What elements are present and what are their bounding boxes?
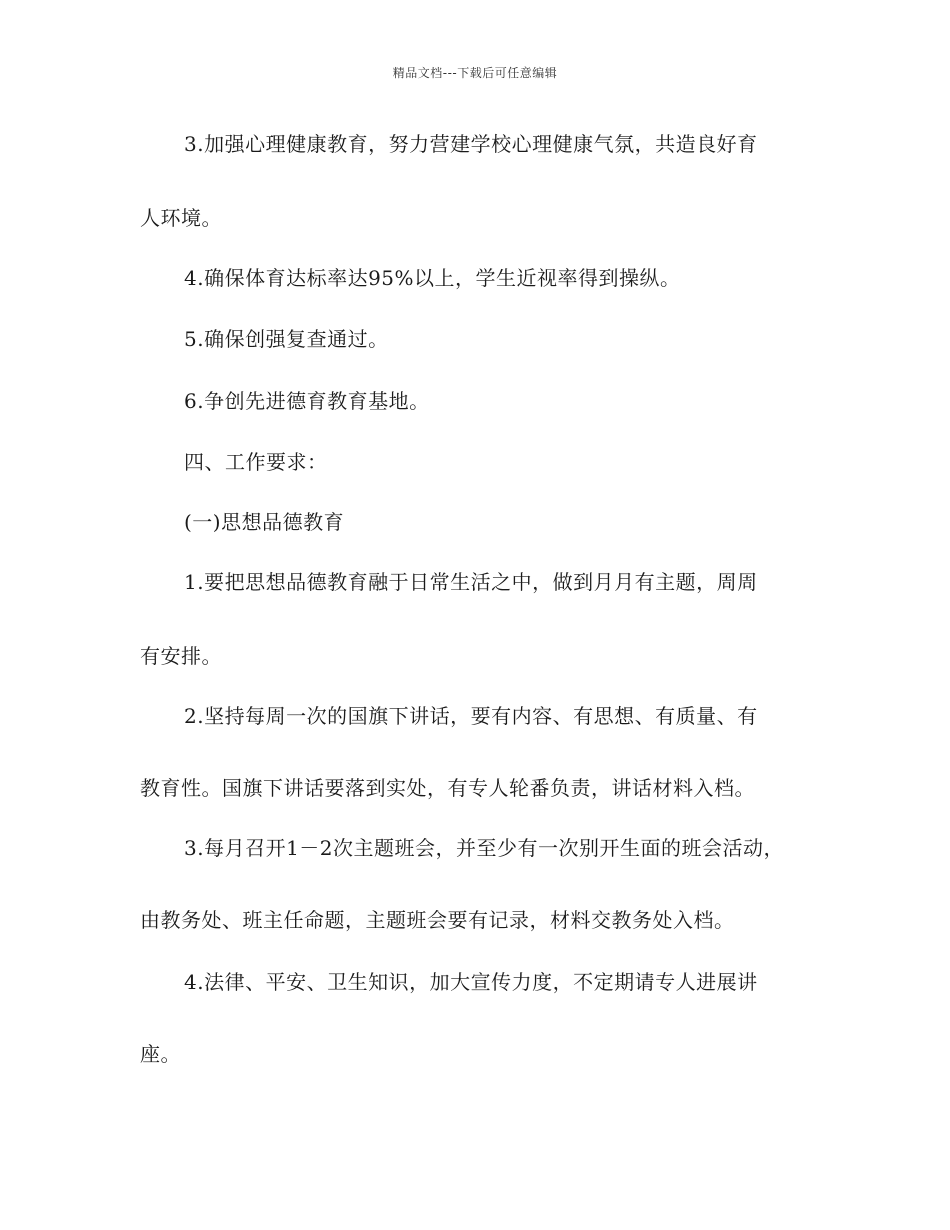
paragraph-line: 1.要把思想品德教育融于日常生活之中，做到月月有主题，周周: [184, 570, 758, 594]
paragraph-line: 4.确保体育达标率达95%以上，学生近视率得到操纵。: [184, 266, 681, 290]
paragraph-line: 座。: [140, 1042, 181, 1066]
subsection-heading: (一)思想品德教育: [184, 510, 345, 534]
paragraph-line: 由教务处、班主任命题，主题班会要有记录，材料交教务处入档。: [140, 908, 735, 932]
paragraph-line: 3.每月召开1－2次主题班会，并至少有一次别开生面的班会活动，: [184, 836, 785, 860]
section-heading: 四、工作要求：: [184, 450, 328, 474]
paragraph-line: 人环境。: [140, 206, 222, 230]
page-header: 精品文档---下载后可任意编辑: [392, 66, 558, 80]
paragraph-line: 6.争创先进德育教育基地。: [184, 389, 430, 413]
paragraph-line: 教育性。国旗下讲话要落到实处，有专人轮番负责，讲话材料入档。: [140, 776, 755, 800]
paragraph-line: 有安排。: [140, 644, 222, 668]
paragraph-line: 5.确保创强复查通过。: [184, 327, 389, 351]
paragraph-line: 2.坚持每周一次的国旗下讲话，要有内容、有思想、有质量、有: [184, 704, 758, 728]
paragraph-line: 4.法律、平安、卫生知识，加大宣传力度，不定期请专人进展讲: [184, 970, 758, 994]
paragraph-line: 3.加强心理健康教育，努力营建学校心理健康气氛，共造良好育: [184, 132, 758, 156]
